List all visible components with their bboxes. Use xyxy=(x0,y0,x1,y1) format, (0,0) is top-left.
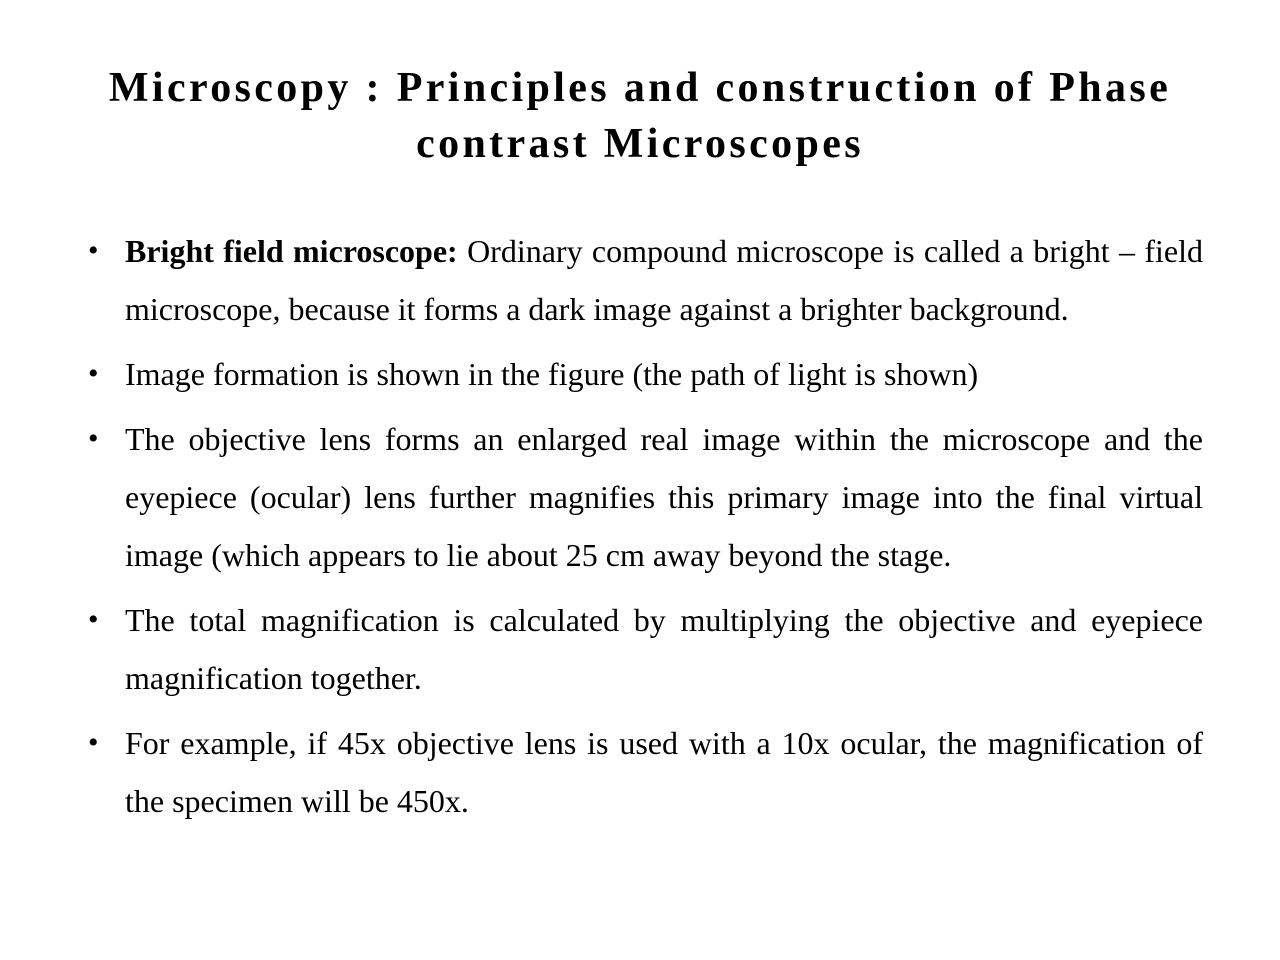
bullet-item xyxy=(78,714,1203,830)
bullet-dot-icon: • xyxy=(88,422,99,455)
bullet-text xyxy=(125,222,1203,338)
bullet-list xyxy=(0,222,1280,830)
bullet-bold-lead: Bright field microscope: xyxy=(125,233,458,269)
bullet-text xyxy=(125,345,1203,403)
bullet-text xyxy=(125,410,1203,584)
bullet-text xyxy=(125,714,1203,830)
bullet-item xyxy=(78,345,1203,403)
bullet-item xyxy=(78,222,1203,338)
bullet-dot-icon: • xyxy=(88,603,99,636)
bullet-body-text: The total magnification is calculated by multiplying the objective and eyepiece magnification together. xyxy=(125,602,1203,696)
page-title xyxy=(0,60,1280,172)
bullet-body-text: Image formation is shown in the figure (the path of light is shown) xyxy=(125,356,979,392)
bullet-text xyxy=(125,591,1203,707)
bullet-item xyxy=(78,591,1203,707)
bullet-dot-icon: • xyxy=(88,726,99,759)
bullet-dot-icon: • xyxy=(88,357,99,390)
bullet-body-text: The objective lens forms an enlarged real image within the microscope and the eyepiece (ocular) lens further magnifies this primary image into the final virtual image (which appears to lie about 25 cm away beyond the stage. xyxy=(125,421,1203,573)
page-title-line-2: contrast Microscopes xyxy=(416,121,864,167)
bullet-body-text: For example, if 45x objective lens is used with a 10x ocular, the magnification of the specimen will be 450x. xyxy=(125,725,1203,819)
bullet-item xyxy=(78,410,1203,584)
page-title-line-1: Microscopy : Principles and construction of Phase xyxy=(108,65,1172,111)
bullet-body-text: Ordinary compound microscope is called a bright – field microscope, because it forms a dark image against a brighter background. xyxy=(125,233,1204,327)
bullet-dot-icon: • xyxy=(88,234,99,267)
